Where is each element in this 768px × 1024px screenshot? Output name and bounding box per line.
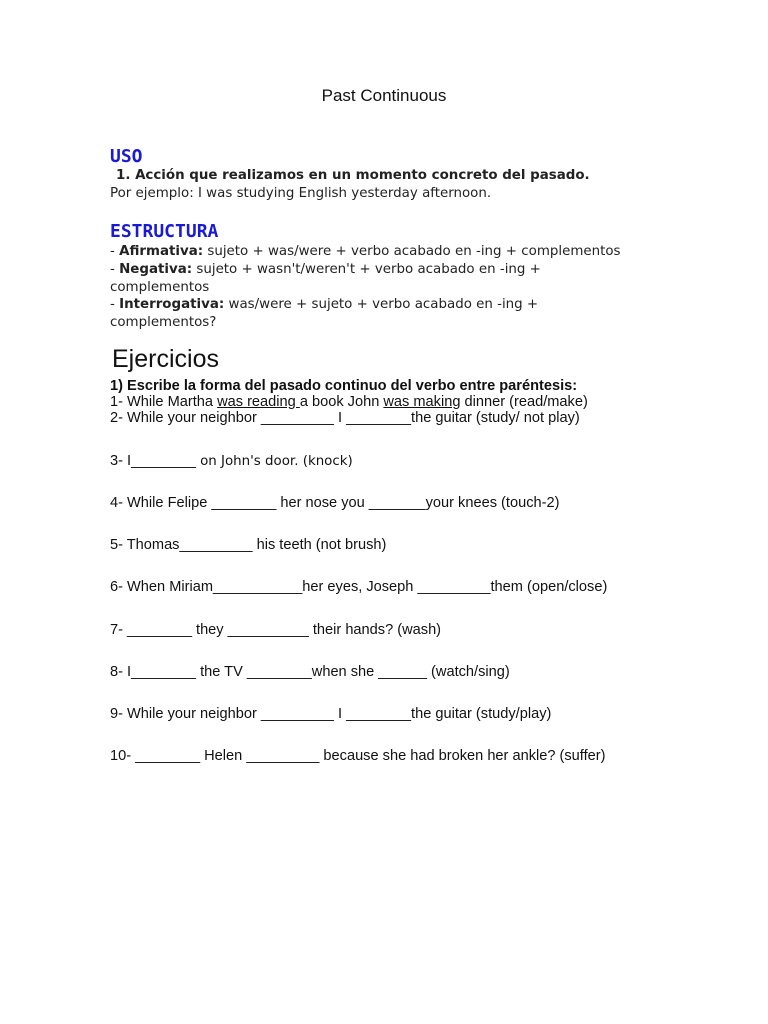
negativa-label: Negativa: — [119, 262, 193, 277]
ex3-part-a: 3- I________ — [110, 453, 201, 469]
estructura-afirmativa: - Afirmativa: sujeto + was/were + verbo acabado en -ing + complementos — [110, 244, 621, 259]
ex1-part-c: dinner (read/make) — [460, 394, 588, 410]
exercise-9: 9- While your neighbor _________ I ________the guitar (study/play) — [110, 706, 552, 722]
exercise-2: 2- While your neighbor _________ I ________the guitar (study/ not play) — [110, 410, 580, 426]
ejercicios-title: Ejercicios — [112, 345, 219, 373]
ex1-answer-2: was making — [383, 394, 461, 410]
exercise-6: 6- When Miriam___________her eyes, Joseph _________them (open/close) — [110, 579, 608, 595]
exercise-instructions: 1) Escribe la forma del pasado continuo del verbo entre paréntesis: — [110, 378, 578, 394]
ex1-part-b: a book John — [299, 394, 384, 410]
estructura-negativa: - Negativa: sujeto + wasn't/weren't + verbo acabado en -ing + — [110, 262, 541, 277]
exercise-10: 10- ________ Helen _________ because she had broken her ankle? (suffer) — [110, 748, 606, 764]
afirmativa-label: Afirmativa: — [119, 244, 204, 259]
exercise-7: 7- ________ they __________ their hands? (wash) — [110, 622, 442, 638]
exercise-5: 5- Thomas_________ his teeth (not brush) — [110, 537, 387, 553]
interrogativa-continuation: complementos? — [110, 315, 217, 330]
negativa-text: sujeto + wasn't/weren't + verbo acabado en -ing + — [192, 262, 541, 277]
interrogativa-text: was/were + sujeto + verbo acabado en -ing + — [224, 297, 539, 312]
exercise-3 — [110, 453, 353, 469]
ex1-part-a: 1- While Martha — [110, 394, 218, 410]
estructura-interrogativa: - Interrogativa: was/were + sujeto + verbo acabado en -ing + — [110, 297, 539, 312]
interrogativa-label: Interrogativa: — [119, 297, 225, 312]
estructura-heading: ESTRUCTURA — [110, 221, 219, 242]
uso-heading: USO — [110, 146, 143, 167]
page-title: Past Continuous — [321, 86, 447, 105]
exercise-1 — [110, 394, 588, 410]
ex3-part-b: on John's door. (knock) — [200, 454, 353, 469]
afirmativa-text: sujeto + was/were + verbo acabado en -ing + complementos — [203, 244, 621, 259]
uso-example: Por ejemplo: I was studying English yesterday afternoon. — [110, 186, 492, 201]
negativa-continuation: complementos — [110, 280, 210, 295]
ex1-answer-1: was reading — [217, 394, 300, 410]
uso-point: 1. Acción que realizamos en un momento concreto del pasado. — [116, 168, 590, 183]
exercise-8: 8- I________ the TV ________when she ______ (watch/sing) — [110, 664, 510, 680]
exercise-4: 4- While Felipe ________ her nose you _______your knees (touch-2) — [110, 495, 560, 511]
